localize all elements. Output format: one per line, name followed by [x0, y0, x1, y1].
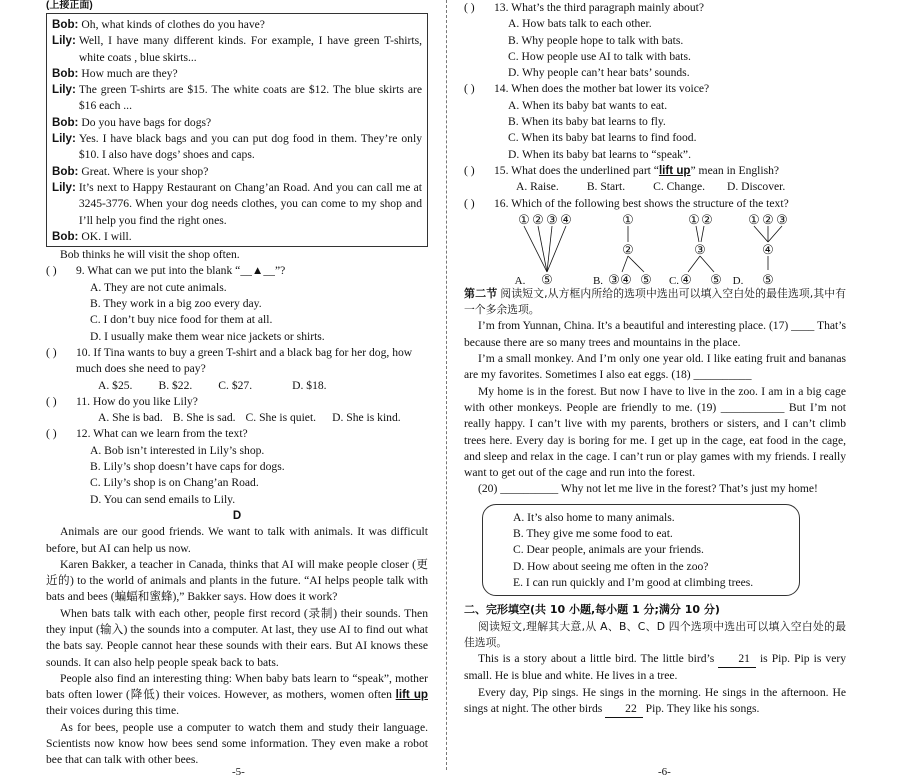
- page-number-left: -5-: [232, 766, 245, 778]
- option-letter: B.: [592, 274, 604, 287]
- dialogue-line: [52, 33, 422, 66]
- dialogue-line: [52, 17, 422, 33]
- option: D. You can send emails to Lily.: [90, 492, 236, 506]
- circled-number: ③: [776, 211, 788, 227]
- dialogue-text: Oh, what kinds of clothes do you have?: [81, 18, 265, 31]
- paragraph-text: This is a story about a little bird. The little bird’s: [478, 652, 719, 666]
- cloze-paragraph: [464, 651, 846, 685]
- circled-number: ⑤: [541, 271, 553, 287]
- dialogue-line: [52, 82, 422, 115]
- dialogue-text: The green T-shirts are $15. The white coats are $12. The blue skirts are $16 each ...: [78, 83, 422, 113]
- box-option: A. It’s also home to many animals.: [513, 510, 675, 524]
- section-2-title: 第二节: [464, 286, 498, 300]
- option: B. She is sad.: [172, 411, 236, 425]
- cloze-instructions: 阅读短文,理解其大意,从 A、B、C、D 四个选项中选出可以填入空白处的最佳选项。: [464, 619, 846, 649]
- structure-diagram-svg: [516, 212, 846, 286]
- circled-number: ①: [518, 211, 530, 227]
- dialogue-text: Well, I have many different kinds. For example, I have green T-shirts, white coats , blue skirts...: [78, 34, 422, 64]
- passage-paragraph: I’m from Yunnan, China. It’s a beautiful and interesting place. (17) ____ That’s because there are so many trees and mountains in the place.: [464, 319, 847, 349]
- left-column: [46, 0, 428, 769]
- question-stem: 14. When does the mother bat lower its voice?: [494, 82, 710, 96]
- option: A. She is bad.: [98, 411, 163, 425]
- option: A. Bob isn’t interested in Lily’s shop.: [90, 443, 265, 457]
- question-15: [464, 163, 846, 179]
- dialogue-line: [52, 229, 422, 245]
- question-13: [464, 0, 846, 16]
- section-2-instruction-text: 阅读短文,从方框内所给的选项中选出可以填入空白处的最佳选项,其中有一个多余选项。: [464, 286, 847, 317]
- option: A. When its baby bat wants to eat.: [508, 98, 668, 112]
- circled-number: ④: [680, 271, 692, 287]
- passage-paragraph: As for bees, people use a computer to watch them and study their language. Scientists now know how bees send some information. They even make a robot bee that can talk with other bees.: [46, 720, 428, 767]
- option: C. How people use AI to talk with bats.: [508, 49, 691, 63]
- answer-paren[interactable]: ( ): [46, 264, 57, 278]
- paragraph-text: Every day, Pip sings. He sings in the morning. He sings in the afternoon. He sings at night. The other birds: [464, 685, 846, 715]
- answer-paren[interactable]: ( ): [464, 1, 475, 14]
- circled-number: ①: [688, 211, 700, 227]
- dialogue-text: It’s next to Happy Restaurant on Chang’an Road. And you can call me at 3245-3776. When your dog needs clothes, you can come to my shop and I’ll help you find the right ones.: [78, 180, 422, 227]
- page-number-right: -6-: [658, 766, 671, 778]
- circled-number: ③: [608, 271, 620, 287]
- circled-number: ①: [748, 211, 760, 227]
- dialogue-line: [52, 131, 422, 164]
- dialogue-line: [52, 66, 422, 82]
- question-stem-end: ”?: [274, 264, 286, 278]
- option: C. She is quiet.: [245, 411, 317, 425]
- box-option: B. They give me some food to eat.: [513, 527, 673, 541]
- option: C. I don’t buy nice food for them at all.: [90, 313, 273, 327]
- circled-number: ⑤: [640, 271, 652, 287]
- option: D. She is kind.: [332, 411, 401, 425]
- options-row: [46, 410, 428, 426]
- option-letter: A.: [514, 274, 526, 287]
- question-stem: 11. How do you like Lily?: [76, 394, 198, 408]
- question-16: [464, 196, 846, 212]
- answer-paren[interactable]: ( ): [464, 82, 475, 96]
- dialogue-text: Yes. I have black bags and you can put dog food in them. They’re only $10. I also have dogs’ shoes and caps.: [78, 132, 422, 162]
- speaker-label: Lily:: [52, 83, 76, 97]
- option: D. Discover.: [727, 180, 786, 194]
- paragraph-text: their voices during this time.: [46, 704, 179, 718]
- diagram-lines: [524, 226, 782, 272]
- box-option: D. How about seeing me often in the zoo?: [513, 559, 709, 573]
- question-stem: 15. What does the underlined part “: [494, 163, 659, 177]
- passage-paragraph: When bats talk with each other, people first record (录制) their sounds. Then they input (输入) the sounds into a computer. At last, they use AI to find out what the bats say. People cannot hear these sounds with their ears. But AI knows these sounds. It can also help people speak back to bats.: [46, 606, 428, 669]
- circled-number: ④: [762, 241, 774, 257]
- option: C. $27.: [218, 378, 253, 392]
- option: D. When its baby bat learns to “speak”.: [508, 147, 691, 161]
- speaker-label: Lily:: [52, 132, 76, 146]
- option: B. $22.: [158, 378, 193, 392]
- dialogue-after: Bob thinks he will visit the shop often.: [60, 248, 240, 262]
- speaker-label: Bob:: [52, 115, 79, 129]
- question-stem: 9. What can we put into the blank “: [76, 264, 241, 278]
- question-10: [46, 345, 428, 378]
- cloze-blank[interactable]: 21: [718, 651, 756, 668]
- question-stem-end: ” mean in English?: [690, 163, 780, 177]
- structure-diagrams: [516, 212, 846, 286]
- question-stem: 10. If Tina wants to buy a green T-shirt and a black bag for her dog, how much does she need to pay?: [76, 345, 413, 376]
- section-2-instructions: [464, 286, 846, 319]
- speaker-label: Bob:: [52, 164, 79, 178]
- paragraph-text: People also find an interesting thing: When baby bats learn to “speak”, mother bats often lower (降低) their voices. However, as mothers, women often: [46, 671, 428, 702]
- speaker-label: Lily:: [52, 34, 76, 48]
- question-14: [464, 81, 846, 97]
- option: A. They are not cute animals.: [90, 280, 227, 294]
- right-column: [464, 0, 846, 718]
- passage-paragraph: (20) __________ Why not let me live in the forest? That’s just my home!: [478, 482, 818, 496]
- continued-note: (上接正面): [46, 0, 93, 11]
- option: B. Why people hope to talk with bats.: [508, 33, 684, 47]
- option-letter: C.: [668, 274, 680, 287]
- option: C. When its baby bat learns to find food.: [508, 131, 697, 145]
- option: D. Why people can’t hear bats’ sounds.: [508, 66, 690, 80]
- speaker-label: Bob:: [52, 229, 79, 243]
- circled-number: ③: [694, 241, 706, 257]
- passage-paragraph: Animals are our good friends. We want to talk with animals. It was difficult before, but AI can help us now.: [46, 525, 428, 555]
- speaker-label: Bob:: [52, 18, 79, 31]
- answer-paren[interactable]: ( ): [46, 427, 57, 441]
- dialogue-line: [52, 115, 422, 131]
- option: B. Lily’s shop doesn’t have caps for dogs.: [90, 460, 285, 474]
- circled-number: ②: [762, 211, 774, 227]
- dialogue-text: Great. Where is your shop?: [81, 164, 209, 178]
- speaker-label: Bob:: [52, 66, 79, 80]
- underlined-phrase: lift up: [658, 163, 691, 177]
- circled-number: ①: [622, 211, 634, 227]
- underlined-phrase: lift up: [395, 688, 428, 702]
- dialogue-line: [52, 164, 422, 180]
- option: D. $18.: [292, 378, 327, 392]
- passage-paragraph: Karen Bakker, a teacher in Canada, thinks that AI will make people closer (更近的) to the world of animals and plants in the future. “AI helps people talk with bats and bees (蝙蝠和蜜蜂),” Bakker says. How does it work?: [46, 557, 428, 604]
- circled-number: ④: [560, 211, 572, 227]
- paragraph-text: Pip. They like his songs.: [642, 701, 760, 715]
- option: C. Lily’s shop is on Chang’an Road.: [90, 476, 259, 490]
- option: D. I usually make them wear nice jackets or shirts.: [90, 329, 325, 343]
- cloze-blank[interactable]: 22: [605, 701, 643, 718]
- options-row: [46, 378, 428, 394]
- passage-paragraph: I’m a small monkey. And I’m only one year old. I like eating fruit and bananas are my favorites. Sometimes I also eat eggs. (18) __________: [464, 352, 846, 382]
- answer-paren[interactable]: ( ): [46, 345, 57, 359]
- circled-number: ③: [546, 211, 558, 227]
- dialogue-text: Do you have bags for dogs?: [81, 115, 212, 129]
- option: B. Start.: [586, 180, 626, 194]
- option: C. Change.: [653, 180, 705, 194]
- answer-paren[interactable]: ( ): [464, 163, 475, 177]
- circled-number: ②: [622, 241, 634, 257]
- cloze-title: 二、完形填空(共 10 小题,每小题 1 分;满分 10 分): [464, 603, 720, 617]
- circled-number: ⑤: [762, 271, 774, 287]
- circled-number: ②: [701, 211, 713, 227]
- question-11: [46, 394, 428, 410]
- option: A. How bats talk to each other.: [508, 17, 652, 31]
- answer-paren[interactable]: ( ): [464, 196, 475, 210]
- cloze-paragraph: [464, 685, 846, 719]
- passage-d-title: D: [232, 509, 242, 522]
- question-12: [46, 426, 428, 442]
- question-9: [46, 263, 428, 279]
- blank-marker: __▲__: [240, 264, 275, 278]
- circled-number: ②: [532, 211, 544, 227]
- dialogue-text: How much are they?: [81, 66, 178, 80]
- options-box: [482, 504, 800, 596]
- circled-number: ④: [620, 271, 632, 287]
- option: A. Raise.: [516, 180, 559, 194]
- answer-paren[interactable]: ( ): [46, 394, 57, 408]
- options-row: [464, 179, 846, 195]
- option: B. They work in a big zoo every day.: [90, 297, 262, 311]
- dialogue-line: [52, 180, 422, 229]
- column-divider: [446, 0, 447, 770]
- passage-paragraph: [46, 671, 428, 720]
- passage-paragraph: My home is in the forest. But now I have to live in the zoo. I am in a big cage with other monkeys. People are friendly to me. (19) ___________ But I’m not really happy. I can’t live with my parents, brothers or sisters, and I can’t climb trees here. Every day is boring for me. I get up in the cage, eat food in the cage, and sleep and relax in the cage. I can’t run or play games with my friends. I really want to get out of the cage and run into the forest.: [464, 384, 846, 480]
- paragraph-text: is Pip. Pip is very small. He is blue and white. He lives in a tree.: [464, 652, 846, 683]
- option: A. $25.: [98, 378, 133, 392]
- circled-number: ⑤: [710, 271, 722, 287]
- box-option: E. I can run quickly and I’m good at climbing trees.: [513, 575, 754, 589]
- option-letter: D.: [732, 274, 744, 287]
- question-stem: 16. Which of the following best shows the structure of the text?: [494, 196, 789, 210]
- box-option: C. Dear people, animals are your friends.: [513, 543, 704, 557]
- question-stem: 12. What can we learn from the text?: [76, 427, 248, 441]
- question-stem: 13. What’s the third paragraph mainly about?: [494, 1, 705, 14]
- option: B. When its baby bat learns to fly.: [508, 115, 666, 129]
- speaker-label: Lily:: [52, 180, 76, 194]
- dialogue-text: OK. I will.: [81, 229, 132, 243]
- dialogue-box: [46, 13, 428, 247]
